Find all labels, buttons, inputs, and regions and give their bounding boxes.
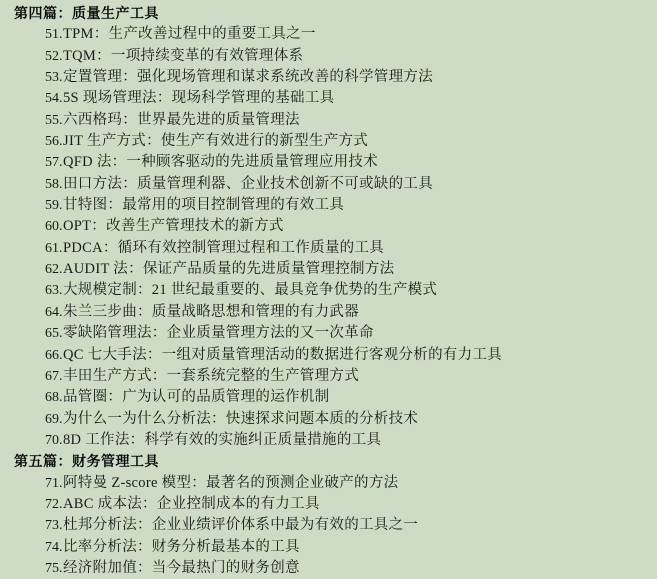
section-title: 第四篇：质量生产工具 [14, 5, 159, 21]
item-number: 66. [45, 347, 63, 363]
item-number: 71. [45, 475, 63, 491]
list-item [14, 46, 649, 67]
item-text: 5S 现场管理法：现场科学管理的基础工具 [63, 90, 335, 107]
list-item [14, 24, 649, 45]
list-item [14, 430, 649, 451]
item-number: 60. [45, 219, 63, 235]
item-text: 8D 工作法：科学有效的实施纠正质量措施的工具 [63, 431, 382, 448]
item-text: 为什么一为什么分析法：快速探求问题本质的分析技术 [63, 410, 419, 427]
list-item [14, 366, 649, 387]
item-number: 56. [45, 134, 63, 150]
item-text: QC 七大手法：一组对质量管理活动的数据进行客观分析的有力工具 [63, 346, 503, 363]
item-text: TQM：一项持续变革的有效管理体系 [63, 47, 304, 64]
item-number: 58. [45, 176, 63, 192]
item-text: AUDIT 法：保证产品质量的先进质量管理控制方法 [63, 261, 395, 278]
item-text: 丰田生产方式：一套系统完整的生产管理方式 [63, 367, 359, 384]
item-number: 57. [45, 155, 63, 171]
item-number: 69. [45, 411, 63, 427]
section-title: 第五篇：财务管理工具 [14, 453, 159, 470]
list-item [14, 131, 649, 152]
item-text: 杜邦分析法：企业业绩评价体系中最为有效的工具之一 [63, 517, 419, 534]
item-text: OPT：改善生产管理技术的新方式 [63, 218, 284, 235]
item-number: 54. [45, 91, 63, 107]
item-number: 62. [45, 262, 63, 278]
item-text: ABC 成本法：企业控制成本的有力工具 [63, 495, 320, 512]
list-item [14, 174, 649, 195]
list-item [14, 409, 649, 430]
list-item [14, 280, 649, 301]
list-item [14, 152, 649, 173]
list-item [14, 110, 649, 131]
list-item [14, 387, 649, 408]
item-number: 55. [45, 112, 63, 128]
item-number: 72. [45, 496, 63, 512]
list-item [14, 473, 649, 494]
item-text: 大规模定制：21 世纪最重要的、最具竞争优势的生产模式 [63, 282, 438, 299]
item-number: 75. [45, 560, 63, 576]
list-item [14, 345, 649, 366]
item-number: 68. [45, 390, 63, 406]
item-text: JIT 生产方式：使生产有效进行的新型生产方式 [63, 133, 369, 150]
item-text: 田口方法：质量管理利器、企业技术创新不可或缺的工具 [63, 175, 433, 192]
list-item [14, 323, 649, 344]
list-item [14, 259, 649, 280]
item-text: 经济附加值：当今最热门的财务创意 [63, 559, 300, 576]
list-item [14, 515, 649, 536]
list-item [14, 216, 649, 237]
item-text: PDCA：循环有效控制管理过程和工作质量的工具 [63, 239, 385, 256]
item-number: 70. [45, 432, 63, 448]
list-item [14, 558, 649, 579]
item-text: 定置管理：强化现场管理和谋求系统改善的科学管理方法 [63, 69, 433, 86]
item-number: 73. [45, 518, 63, 534]
list-item [14, 238, 649, 259]
item-number: 52. [45, 48, 63, 64]
item-number: 63. [45, 283, 63, 299]
item-text: 比率分析法：财务分析最基本的工具 [63, 538, 300, 555]
item-number: 53. [45, 70, 63, 86]
item-text: TPM：生产改善过程中的重要工具之一 [63, 26, 316, 43]
item-text: 朱兰三步曲：质量战略思想和管理的有力武器 [63, 303, 359, 320]
item-text: 六西格玛：世界最先进的质量管理法 [63, 111, 300, 128]
item-text: QFD 法：一种顾客驱动的先进质量管理应用技术 [63, 154, 379, 171]
item-text: 甘特图：最常用的项目控制管理的有效工具 [63, 197, 345, 214]
list-item [14, 302, 649, 323]
item-text: 阿特曼 Z-score 模型：最著名的预测企业破产的方法 [63, 474, 399, 491]
item-number: 51. [45, 27, 63, 43]
item-text: 品管圈：广为认可的品质管理的运作机制 [63, 389, 330, 406]
item-number: 64. [45, 304, 63, 320]
list-item [14, 537, 649, 558]
list-item [14, 88, 649, 109]
item-number: 67. [45, 368, 63, 384]
item-number: 61. [45, 240, 63, 256]
list-item [14, 195, 649, 216]
item-number: 59. [45, 198, 63, 214]
list-item [14, 67, 649, 88]
list-item [14, 494, 649, 515]
item-number: 74. [45, 539, 63, 555]
item-text: 零缺陷管理法：企业质量管理方法的又一次革命 [63, 325, 374, 342]
item-number: 65. [45, 326, 63, 342]
